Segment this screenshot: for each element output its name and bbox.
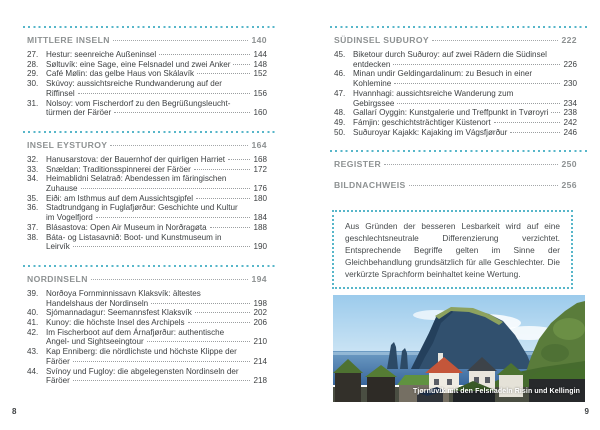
entry-number: 36. — [27, 203, 39, 213]
entry-text: Báta- og Listasavnið: Boot- und Kunstmuseum in — [46, 232, 222, 242]
entry-page-number: 202 — [253, 308, 267, 318]
page-number-right: 9 — [584, 407, 589, 416]
section-title: SÜDINSEL SUÐUROY — [334, 35, 430, 45]
entry-page-number: 148 — [253, 59, 267, 69]
toc-entry — [27, 69, 267, 79]
entry-text: Skúvoy: aussichtsreiche Rundwanderung auf der — [46, 79, 222, 89]
entry-number: 33. — [27, 164, 39, 174]
entry-text: Nolsoy: vom Fischerdorf zu den Begrüßungsleucht- — [46, 98, 231, 108]
dot-leader — [432, 40, 558, 41]
entry-number: 30. — [27, 79, 39, 89]
entry-text: Färöer — [46, 356, 70, 366]
section-heading — [334, 35, 577, 45]
entry-text: entdecken — [353, 59, 391, 69]
toc-entry-line — [27, 184, 267, 194]
entry-number: 32. — [27, 154, 39, 164]
toc-entry-line — [27, 213, 267, 223]
entry-text: Stadtrundgang in Fuglafjørður: Geschichte und Kultur — [46, 203, 238, 213]
toc-entry — [27, 79, 267, 98]
entry-number: 34. — [27, 174, 39, 184]
toc-entry-line — [27, 155, 267, 165]
entry-text: Biketour durch Suðuroy: auf zwei Rädern die Südinsel — [353, 50, 547, 59]
toc-entry-line — [27, 203, 267, 213]
entry-number: 35. — [27, 193, 39, 203]
toc-entry — [334, 50, 577, 69]
entry-text: Blásastova: Open Air Museum in Norðragøta — [46, 222, 207, 232]
dot-leader — [510, 132, 560, 133]
dot-leader — [78, 93, 251, 94]
toc-entry-line — [27, 367, 267, 377]
toc-entry-line — [27, 69, 267, 79]
section-page-number: 140 — [251, 35, 267, 45]
toc-entry — [27, 203, 267, 222]
entry-text: Hestur: seenreiche Außeninsel — [46, 50, 157, 59]
toc-entry-line — [27, 289, 267, 299]
dot-leader — [394, 83, 560, 84]
dot-leader — [73, 246, 251, 247]
dotted-separator — [23, 131, 277, 133]
toc-entry-line — [27, 233, 267, 243]
dot-leader — [228, 159, 250, 160]
entry-number: 28. — [27, 59, 39, 69]
entry-text: Färöer — [46, 376, 70, 386]
entry-page-number: 172 — [253, 164, 267, 174]
toc-entry-line — [27, 357, 267, 367]
toc-section — [334, 26, 577, 137]
dot-leader — [194, 169, 251, 170]
dot-leader — [113, 40, 249, 41]
toc-entry — [27, 174, 267, 193]
entry-number: 31. — [27, 98, 39, 108]
toc-section — [27, 131, 267, 252]
dot-leader — [409, 185, 559, 186]
gender-notice-text: Aus Gründen der besseren Lesbarkeit wird auf eine geschlechtsneutrale Differenzierung verzichtet. Entsprechende Begriffe gelten im Sinne der Gleichbehandlung grundsätzlich für alle Geschlechter. Die verkürzte Sprachform beinhaltet keine Wertung. — [345, 221, 560, 279]
entry-text: Leirvík — [46, 242, 70, 252]
entry-number: 45. — [334, 50, 346, 59]
toc-entry — [27, 223, 267, 233]
section-title: INSEL EYSTUROY — [27, 139, 108, 150]
tjornuvik-photo-art — [333, 295, 585, 402]
toc-section — [334, 180, 577, 190]
toc-entry — [334, 89, 577, 108]
entry-page-number: 218 — [253, 376, 267, 386]
dot-leader — [233, 64, 250, 65]
dot-leader — [196, 198, 250, 199]
toc-entry-line — [27, 308, 267, 318]
entry-page-number: 238 — [563, 108, 577, 118]
section-title: NORDINSELN — [27, 273, 88, 284]
entry-page-number: 210 — [253, 337, 267, 347]
section-heading — [27, 274, 267, 284]
entry-number: 44. — [27, 366, 39, 376]
entry-text: Kunoy: die höchste Insel des Archipels — [46, 318, 185, 328]
entry-number: 38. — [27, 232, 39, 242]
toc-entry-line — [27, 223, 267, 233]
entry-number: 47. — [334, 88, 346, 98]
toc-entry-line — [27, 79, 267, 89]
entry-text: Riffinsel — [46, 88, 75, 98]
toc-entry-line — [27, 242, 267, 252]
toc-section — [27, 26, 267, 118]
entry-text: Café Mølin: das gelbe Haus von Skálavík — [46, 69, 195, 79]
entry-text: Hvannhagi: aussichtsreiche Wanderung zum — [353, 88, 514, 98]
dot-leader — [81, 188, 251, 189]
entry-text: Handelshaus der Nordinseln — [46, 298, 149, 308]
section-page-number: 222 — [561, 35, 577, 45]
toc-entry — [27, 328, 267, 347]
toc-entry-line — [334, 69, 577, 79]
toc-entry-line — [27, 318, 267, 328]
toc-entry — [334, 69, 577, 88]
toc-entry — [27, 318, 267, 328]
toc-entry-line — [27, 347, 267, 357]
dot-leader — [110, 145, 248, 146]
toc-entry-line — [334, 60, 577, 70]
entry-number: 40. — [27, 308, 39, 318]
gender-notice-box — [332, 210, 573, 289]
entry-number: 39. — [27, 288, 39, 298]
dotted-separator — [23, 265, 277, 267]
toc-entry — [27, 367, 267, 386]
entry-number: 49. — [334, 117, 346, 127]
tjornuvik-photo — [333, 295, 585, 402]
section-heading — [334, 180, 577, 190]
entry-text: Gebirgssee — [353, 98, 395, 108]
dot-leader — [114, 112, 250, 113]
entry-page-number: 160 — [253, 108, 267, 118]
entry-number: 41. — [27, 318, 39, 328]
section-title: REGISTER — [334, 159, 382, 170]
entry-page-number: 234 — [563, 98, 577, 108]
entry-page-number: 214 — [253, 356, 267, 366]
entry-page-number: 230 — [563, 79, 577, 89]
entry-number: 42. — [27, 327, 39, 337]
toc-entry — [27, 308, 267, 318]
entry-text: Eiði: am Isthmus auf dem Aussichtsgipfel — [46, 193, 194, 203]
entry-page-number: 156 — [253, 88, 267, 98]
toc-entry-line — [27, 165, 267, 175]
photo-caption: Tjørnuvík mit den Felsnadeln Risin und Kellingin — [413, 388, 580, 395]
toc-column-left — [27, 26, 267, 399]
dot-leader — [73, 361, 251, 362]
section-page-number: 164 — [251, 139, 267, 150]
dot-leader — [393, 64, 560, 65]
toc-entry-line — [27, 174, 267, 184]
entry-text: Gallarí Oyggin: Kunstgalerie und Treffpunkt in Tvøroyri — [353, 108, 549, 118]
section-heading — [27, 35, 267, 45]
entry-text: Norðoya Fornminnissavn Klaksvík: ältestes — [46, 288, 201, 298]
entry-text: Minan undir Geldingardalinum: zu Besuch in einer — [353, 69, 533, 79]
dot-leader — [197, 73, 250, 74]
page-number-left: 8 — [12, 407, 17, 416]
dot-leader — [494, 122, 561, 123]
toc-entry-line — [27, 194, 267, 204]
toc-entry — [27, 289, 267, 308]
entry-text: Heimablidni Selatrað: Abendessen im färingischen — [46, 174, 227, 184]
section-heading — [334, 159, 577, 169]
dot-leader — [91, 279, 249, 280]
toc-entry — [334, 128, 577, 138]
toc-entry-line — [27, 328, 267, 338]
dot-leader — [384, 164, 558, 165]
section-page-number: 256 — [561, 180, 577, 191]
toc-entry-line — [27, 108, 267, 118]
toc-entry-line — [334, 99, 577, 109]
toc-entry — [334, 108, 577, 118]
toc-entry — [27, 165, 267, 175]
section-title: BILDNACHWEIS — [334, 180, 406, 191]
entry-page-number: 168 — [253, 154, 267, 164]
entry-text: Angel- und Sightseeingtour — [46, 337, 144, 347]
section-page-number: 250 — [561, 159, 577, 170]
toc-entry-line — [27, 299, 267, 309]
entry-text: Suðuroyar Kajakk: Kajaking im Vágsfjørður — [353, 127, 508, 137]
toc-entry-line — [27, 99, 267, 109]
entry-page-number: 206 — [253, 318, 267, 328]
entry-page-number: 152 — [253, 69, 267, 79]
toc-entry-line — [27, 89, 267, 99]
entry-text: Hanusarstova: der Bauernhof der quirligen Harriet — [46, 154, 226, 164]
dot-leader — [96, 217, 251, 218]
entry-text: Kap Enniberg: die nördlichste und höchste Klippe der — [46, 347, 237, 357]
section-title: MITTLERE INSELN — [27, 35, 110, 45]
toc-entry — [27, 60, 267, 70]
entry-page-number: 176 — [253, 184, 267, 194]
entry-page-number: 242 — [563, 117, 577, 127]
entry-page-number: 188 — [253, 222, 267, 232]
entry-page-number: 190 — [253, 242, 267, 252]
entry-page-number: 144 — [253, 50, 267, 59]
toc-entry-line — [27, 50, 267, 60]
entry-text: Svínoy und Fugloy: die abgelegensten Nordinseln der — [46, 366, 239, 376]
toc-entry-line — [27, 60, 267, 70]
toc-entry-line — [27, 376, 267, 386]
entry-page-number: 180 — [253, 193, 267, 203]
toc-entry — [27, 347, 267, 366]
dot-leader — [210, 227, 251, 228]
dot-leader — [188, 322, 251, 323]
dot-leader — [195, 312, 251, 313]
entry-page-number: 198 — [253, 298, 267, 308]
toc-column-right — [334, 26, 577, 201]
entry-text: türmen der Färöer — [46, 108, 112, 118]
toc-entry — [27, 233, 267, 252]
entry-text: Snældan: Traditionsspinnerei der Färöer — [46, 164, 191, 174]
entry-page-number: 226 — [563, 59, 577, 69]
toc-entry-line — [334, 118, 577, 128]
entry-text: Fámjin: geschichtsträchtiger Küstenort — [353, 117, 491, 127]
entry-text: Im Fischerboot auf dem Árnafjørður: authentische — [46, 327, 225, 337]
entry-number: 48. — [334, 108, 346, 118]
entry-number: 29. — [27, 69, 39, 79]
toc-entry-line — [334, 50, 577, 60]
section-page-number: 194 — [251, 273, 267, 284]
dot-leader — [73, 380, 251, 381]
dot-leader — [551, 112, 560, 113]
entry-number: 37. — [27, 222, 39, 232]
entry-text: Kohlemine — [353, 79, 392, 89]
dot-leader — [159, 54, 250, 55]
dotted-separator — [330, 26, 587, 28]
entry-number: 43. — [27, 347, 39, 357]
dot-leader — [397, 103, 560, 104]
toc-entry — [27, 155, 267, 165]
entry-text: im Vogelfjord — [46, 213, 93, 223]
entry-text: Søltuvík: eine Sage, eine Felsnadel und zwei Anker — [46, 59, 231, 69]
dot-leader — [147, 341, 251, 342]
entry-number: 46. — [334, 69, 346, 79]
entry-page-number: 246 — [563, 127, 577, 137]
entry-number: 27. — [27, 50, 39, 59]
toc-entry-line — [334, 128, 577, 138]
toc-entry — [27, 50, 267, 60]
section-heading — [27, 140, 267, 150]
toc-entry-line — [334, 79, 577, 89]
toc-entry — [27, 194, 267, 204]
toc-entry-line — [27, 337, 267, 347]
toc-section — [334, 150, 577, 169]
dotted-separator — [23, 26, 277, 28]
dotted-separator — [330, 150, 587, 152]
toc-entry — [27, 99, 267, 118]
toc-entry — [334, 118, 577, 128]
entry-text: Sjómannadagur: Seemannsfest Klaksvík — [46, 308, 192, 318]
entry-page-number: 184 — [253, 213, 267, 223]
entry-number: 50. — [334, 127, 346, 137]
toc-section — [27, 265, 267, 386]
toc-entry-line — [334, 89, 577, 99]
entry-text: Zuhause — [46, 184, 78, 194]
toc-entry-line — [334, 108, 577, 118]
dot-leader — [151, 303, 250, 304]
